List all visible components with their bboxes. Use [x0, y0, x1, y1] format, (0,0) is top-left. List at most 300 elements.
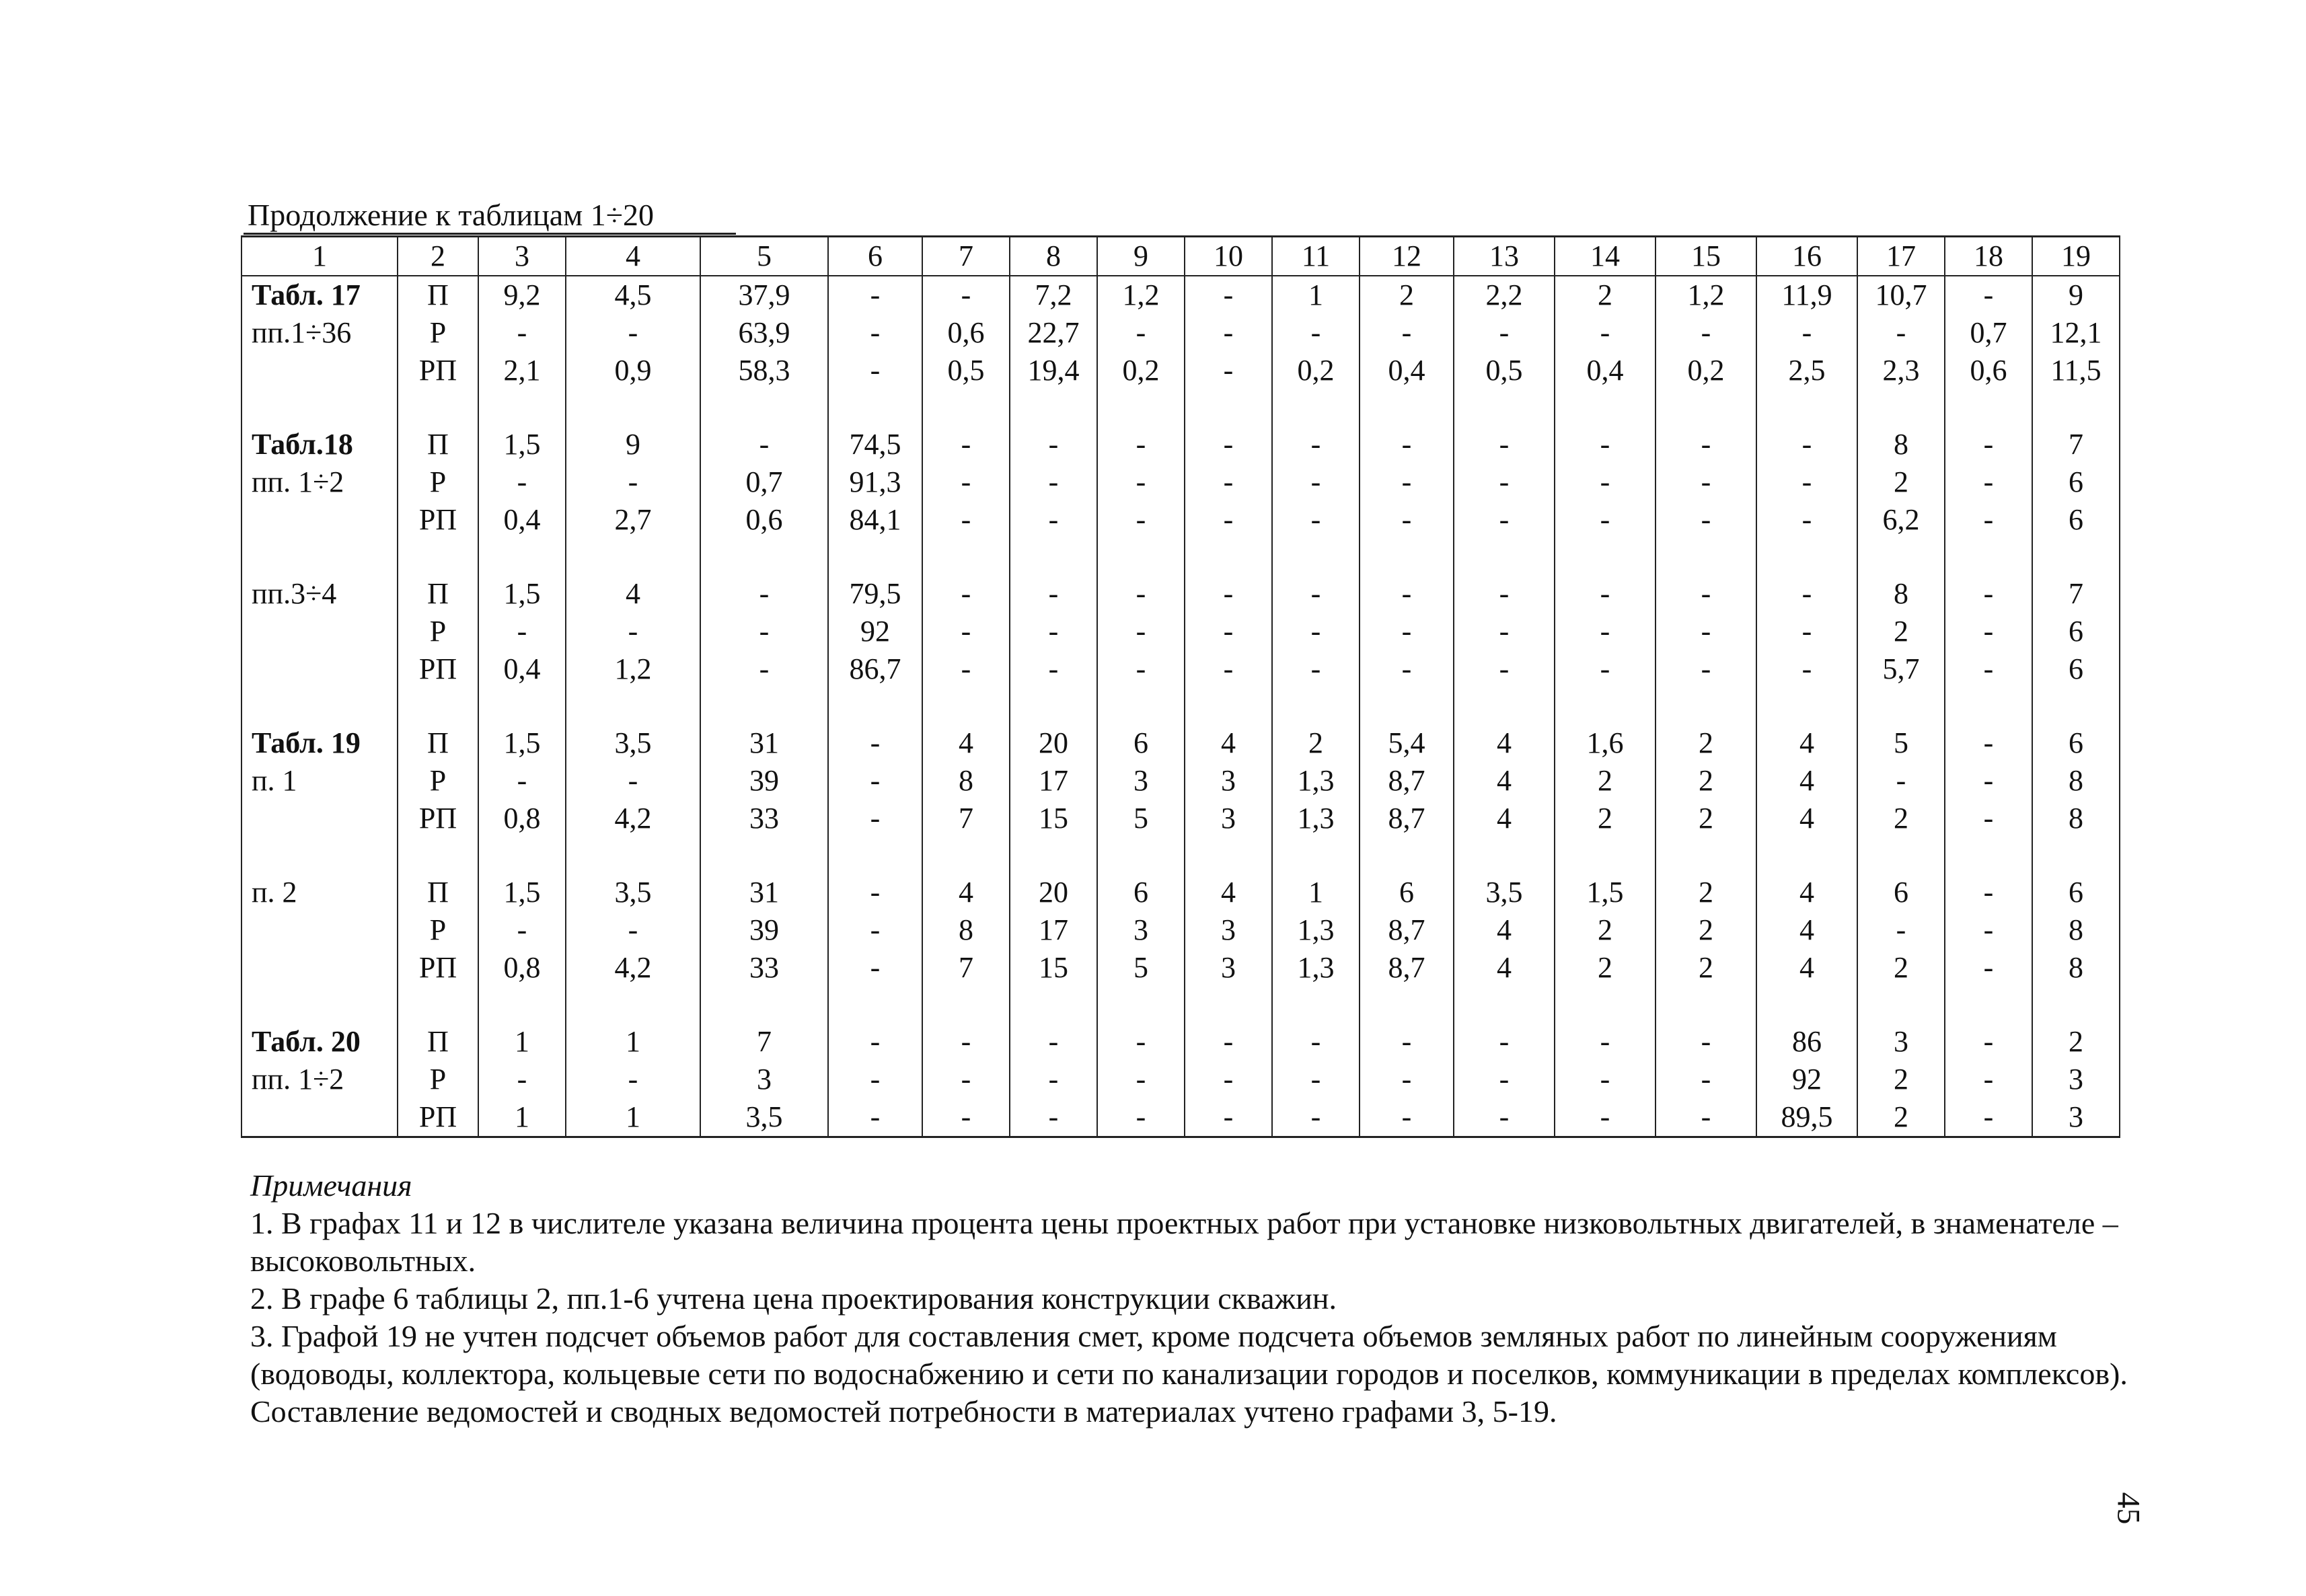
table-cell [1857, 837, 1945, 874]
table-cell [1272, 987, 1360, 1023]
table-cell: - [1945, 276, 2032, 314]
table-cell [1945, 539, 2032, 575]
table-cell: 1,3 [1272, 949, 1360, 987]
table-cell: - [1360, 1098, 1454, 1137]
table-cell [700, 539, 828, 575]
table-cell: - [1945, 911, 2032, 949]
table-cell [828, 539, 922, 575]
table-cell [1857, 688, 1945, 724]
row-label-cell: Табл. 19 [241, 724, 398, 762]
table-cell: 9 [2032, 276, 2120, 314]
table-cell: 8,7 [1360, 800, 1454, 837]
table-cell [1010, 539, 1097, 575]
table-cell: 3 [1185, 762, 1272, 800]
table-cell: - [922, 575, 1010, 613]
row-label-cell [241, 987, 398, 1023]
table-cell: 1,5 [478, 874, 566, 911]
table-cell: - [1097, 314, 1185, 352]
table-cell: П [398, 724, 478, 762]
table-cell [922, 539, 1010, 575]
table-cell: - [1945, 613, 2032, 650]
table-cell: - [1857, 314, 1945, 352]
row-label-cell [241, 949, 398, 987]
table-cell: - [1945, 463, 2032, 501]
table-cell: - [1945, 1098, 2032, 1137]
table-cell: - [1454, 1098, 1555, 1137]
table-cell [1756, 837, 1857, 874]
table-cell [1555, 688, 1656, 724]
column-header: 12 [1360, 237, 1454, 276]
table-cell: - [1756, 650, 1857, 688]
table-cell: 0,5 [1454, 352, 1555, 389]
table-cell: - [1360, 463, 1454, 501]
table-cell: 3 [2032, 1098, 2120, 1137]
table-cell: 1 [1272, 874, 1360, 911]
table-cell: П [398, 276, 478, 314]
table-cell [1185, 688, 1272, 724]
table-cell [566, 688, 700, 724]
table-cell: П [398, 1023, 478, 1061]
table-cell: - [1185, 276, 1272, 314]
table-cell: 86 [1756, 1023, 1857, 1061]
table-cell: 7 [922, 800, 1010, 837]
table-cell: - [1555, 1023, 1656, 1061]
table-cell: - [1555, 650, 1656, 688]
table-cell: П [398, 426, 478, 463]
table-cell: 17 [1010, 911, 1097, 949]
note-item-2: 2. В графе 6 таблицы 2, пп.1-6 учтена цена проектирования конструкции скважин. [250, 1281, 1337, 1316]
table-row [241, 762, 2120, 800]
table-cell: - [1360, 1023, 1454, 1061]
table-cell: 0,6 [700, 501, 828, 539]
table-cell: 4 [1756, 911, 1857, 949]
table-cell: - [922, 501, 1010, 539]
table-cell: - [922, 276, 1010, 314]
table-cell: - [1010, 426, 1097, 463]
table-row [241, 800, 2120, 837]
table-cell [1185, 837, 1272, 874]
column-header: 4 [566, 237, 700, 276]
table-cell: - [828, 874, 922, 911]
table-cell: 22,7 [1010, 314, 1097, 352]
table-cell [700, 987, 828, 1023]
table-cell [2032, 987, 2120, 1023]
table-cell: РП [398, 800, 478, 837]
table-cell: 8 [922, 911, 1010, 949]
table-cell: - [1360, 650, 1454, 688]
table-cell: - [1656, 1023, 1756, 1061]
table-row [241, 1098, 2120, 1137]
table-row [241, 837, 2120, 874]
table-row [241, 539, 2120, 575]
table-cell [1185, 539, 1272, 575]
table-cell [1857, 987, 1945, 1023]
table-cell: - [478, 613, 566, 650]
table-cell: 4 [1756, 724, 1857, 762]
table-cell: - [1010, 1098, 1097, 1137]
table-cell: 2 [1656, 800, 1756, 837]
table-cell: 39 [700, 911, 828, 949]
table-cell: 6 [2032, 501, 2120, 539]
table-cell: 5,4 [1360, 724, 1454, 762]
table-cell: 3 [700, 1061, 828, 1098]
table-cell: 0,4 [1555, 352, 1656, 389]
table-cell: - [1656, 650, 1756, 688]
table-cell: - [828, 276, 922, 314]
table-cell: - [1555, 613, 1656, 650]
table-cell [1454, 539, 1555, 575]
table-cell: - [1360, 426, 1454, 463]
table-cell: - [478, 314, 566, 352]
table-cell: 6 [2032, 874, 2120, 911]
table-cell: 19,4 [1010, 352, 1097, 389]
table-cell: 3,5 [566, 874, 700, 911]
table-cell: - [1945, 724, 2032, 762]
table-cell: 2 [1656, 874, 1756, 911]
table-cell: 8 [1857, 426, 1945, 463]
table-cell: - [828, 800, 922, 837]
column-header: 7 [922, 237, 1010, 276]
table-cell: - [1097, 426, 1185, 463]
table-cell: - [828, 724, 922, 762]
table-cell: - [478, 463, 566, 501]
table-cell: - [922, 1098, 1010, 1137]
table-cell [1010, 837, 1097, 874]
table-cell: 6 [1857, 874, 1945, 911]
table-cell [700, 389, 828, 426]
table-cell: 2,2 [1454, 276, 1555, 314]
table-cell: - [1945, 501, 2032, 539]
table-cell: 6 [2032, 613, 2120, 650]
caption-underline [244, 233, 736, 235]
table-cell: 0,2 [1272, 352, 1360, 389]
table-cell: 0,2 [1656, 352, 1756, 389]
table-cell: 1 [566, 1023, 700, 1061]
column-header: 2 [398, 237, 478, 276]
table-cell: - [1656, 1061, 1756, 1098]
table-cell [1756, 389, 1857, 426]
table-cell: 0,5 [922, 352, 1010, 389]
table-cell: 8,7 [1360, 911, 1454, 949]
table-row [241, 874, 2120, 911]
table-cell [1555, 389, 1656, 426]
table-cell: 31 [700, 724, 828, 762]
table-cell: 11,5 [2032, 352, 2120, 389]
table-cell [1360, 837, 1454, 874]
table-cell [478, 987, 566, 1023]
row-label-cell [241, 352, 398, 389]
table-cell: - [1555, 463, 1656, 501]
table-cell [478, 389, 566, 426]
table-cell: 0,4 [478, 501, 566, 539]
table-cell: 1 [478, 1023, 566, 1061]
table-cell [2032, 688, 2120, 724]
table-cell: 2 [2032, 1023, 2120, 1061]
table-cell: 8 [2032, 911, 2120, 949]
table-cell: 7,2 [1010, 276, 1097, 314]
table-cell: - [1656, 613, 1756, 650]
table-cell [1756, 987, 1857, 1023]
table-cell: - [700, 650, 828, 688]
table-cell [922, 389, 1010, 426]
table-cell: 2 [1656, 911, 1756, 949]
table-cell: 8 [1857, 575, 1945, 613]
table-cell: 2 [1272, 724, 1360, 762]
table-cell [1360, 688, 1454, 724]
table-cell: РП [398, 949, 478, 987]
table-cell [1097, 539, 1185, 575]
table-cell: - [1010, 1061, 1097, 1098]
table-cell [922, 688, 1010, 724]
row-label-cell [241, 613, 398, 650]
table-cell: - [1185, 501, 1272, 539]
table-cell [1555, 987, 1656, 1023]
table-cell: - [1555, 1061, 1656, 1098]
table-cell: 3,5 [1454, 874, 1555, 911]
table-cell: 39 [700, 762, 828, 800]
table-cell [1097, 389, 1185, 426]
table-cell: - [1945, 949, 2032, 987]
table-cell: 2 [1656, 762, 1756, 800]
table-cell [1360, 987, 1454, 1023]
table-cell [1656, 837, 1756, 874]
table-cell: - [1656, 426, 1756, 463]
table-cell: 2 [1656, 949, 1756, 987]
row-label-cell: пп.3÷4 [241, 575, 398, 613]
table-row [241, 1061, 2120, 1098]
table-cell [398, 688, 478, 724]
table-cell: 15 [1010, 949, 1097, 987]
table-cell: 74,5 [828, 426, 922, 463]
table-cell: - [566, 463, 700, 501]
table-row [241, 949, 2120, 987]
page-number: 45 [2110, 1492, 2147, 1525]
table-cell: - [1454, 650, 1555, 688]
table-row [241, 276, 2120, 314]
table-cell: 2 [1857, 949, 1945, 987]
table-cell: 1,3 [1272, 800, 1360, 837]
table-cell: 92 [828, 613, 922, 650]
table-cell: 2 [1555, 276, 1656, 314]
table-row [241, 724, 2120, 762]
table-cell [398, 837, 478, 874]
table-cell: - [1945, 650, 2032, 688]
table-cell: Р [398, 613, 478, 650]
table-cell: 2,7 [566, 501, 700, 539]
table-cell: 58,3 [700, 352, 828, 389]
table-cell [1656, 688, 1756, 724]
table-cell: 4 [1756, 800, 1857, 837]
table-cell: 0,7 [700, 463, 828, 501]
table-cell: 2,3 [1857, 352, 1945, 389]
table-cell: - [1185, 463, 1272, 501]
table-cell [1555, 837, 1656, 874]
table-cell: - [1360, 501, 1454, 539]
table-cell [828, 389, 922, 426]
table-cell [1756, 539, 1857, 575]
table-row [241, 352, 2120, 389]
table-cell: 6 [1360, 874, 1454, 911]
table-cell: 79,5 [828, 575, 922, 613]
table-cell: - [1857, 762, 1945, 800]
table-cell: 4 [566, 575, 700, 613]
table-cell [1555, 539, 1656, 575]
table-cell: - [922, 1023, 1010, 1061]
table-cell [1097, 837, 1185, 874]
table-cell: 5,7 [1857, 650, 1945, 688]
table-cell: - [1272, 650, 1360, 688]
column-header: 14 [1555, 237, 1656, 276]
table-cell: РП [398, 501, 478, 539]
table-cell: 9 [566, 426, 700, 463]
table-cell [1272, 837, 1360, 874]
table-cell [478, 688, 566, 724]
column-header: 11 [1272, 237, 1360, 276]
row-label-cell: Табл. 20 [241, 1023, 398, 1061]
table-cell: - [1656, 575, 1756, 613]
table-cell: Р [398, 1061, 478, 1098]
table-cell: - [1945, 426, 2032, 463]
table-row [241, 426, 2120, 463]
table-cell: 2 [1555, 762, 1656, 800]
table-cell [478, 539, 566, 575]
table-cell: - [1454, 314, 1555, 352]
table-cell: - [566, 762, 700, 800]
table-cell: - [1756, 575, 1857, 613]
notes-block [250, 1167, 2174, 1431]
table-cell: 8 [2032, 800, 2120, 837]
row-label-cell: Табл. 17 [241, 276, 398, 314]
row-label-cell [241, 800, 398, 837]
table-caption: Продолжение к таблицам 1÷20 [248, 198, 655, 232]
table-cell [1656, 987, 1756, 1023]
table-cell: 4,2 [566, 949, 700, 987]
table-cell: - [1756, 426, 1857, 463]
table-cell: - [1454, 463, 1555, 501]
table-cell: - [1756, 501, 1857, 539]
row-label-cell: пп.1÷36 [241, 314, 398, 352]
column-header: 5 [700, 237, 828, 276]
table-cell: 3,5 [700, 1098, 828, 1137]
table-cell [1010, 987, 1097, 1023]
table-cell: - [700, 613, 828, 650]
note-item-1: 1. В графах 11 и 12 в числителе указана величина процента цены проектных работ при установке низковольтных двигателей, в знаменателе – высоковольтных. [250, 1206, 2118, 1278]
table-cell [1945, 389, 2032, 426]
table-cell [1857, 539, 1945, 575]
row-label-cell: пп. 1÷2 [241, 1061, 398, 1098]
table-cell: - [1185, 575, 1272, 613]
table-cell: 0,7 [1945, 314, 2032, 352]
table-cell: Р [398, 463, 478, 501]
table-cell: - [828, 762, 922, 800]
table-cell: - [1555, 501, 1656, 539]
table-cell: 10,7 [1857, 276, 1945, 314]
table-cell: 2 [1857, 463, 1945, 501]
row-label-cell [241, 1098, 398, 1137]
table-cell: - [1272, 1023, 1360, 1061]
table-cell: - [1555, 1098, 1656, 1137]
table-cell: 8,7 [1360, 949, 1454, 987]
row-label-cell: п. 2 [241, 874, 398, 911]
table-cell: 2 [1656, 724, 1756, 762]
table-cell: 4 [1454, 724, 1555, 762]
table-cell: П [398, 874, 478, 911]
table-row [241, 911, 2120, 949]
table-cell: 8,7 [1360, 762, 1454, 800]
table-cell: - [1185, 1061, 1272, 1098]
table-cell: 5 [1097, 949, 1185, 987]
table-cell: - [700, 426, 828, 463]
table-cell [1454, 987, 1555, 1023]
table-cell: 2,5 [1756, 352, 1857, 389]
table-cell: 3 [1097, 762, 1185, 800]
table-cell: Р [398, 911, 478, 949]
table-cell [828, 987, 922, 1023]
table-cell [922, 837, 1010, 874]
table-cell: 2 [1857, 613, 1945, 650]
column-header: 8 [1010, 237, 1097, 276]
table-cell: - [922, 650, 1010, 688]
table-cell: - [1185, 613, 1272, 650]
table-row [241, 314, 2120, 352]
table-cell [1945, 837, 2032, 874]
table-cell: 4 [922, 874, 1010, 911]
table-cell: - [1360, 314, 1454, 352]
table-cell: - [1272, 426, 1360, 463]
table-cell: 1,3 [1272, 762, 1360, 800]
table-cell: 3 [1185, 911, 1272, 949]
table-cell: 9,2 [478, 276, 566, 314]
row-label-cell: п. 1 [241, 762, 398, 800]
table-cell [1360, 539, 1454, 575]
table-cell: - [1656, 1098, 1756, 1137]
table-cell: - [1454, 1061, 1555, 1098]
table-cell [1010, 389, 1097, 426]
table-cell: - [1185, 1023, 1272, 1061]
table-cell: 1 [566, 1098, 700, 1137]
column-header: 9 [1097, 237, 1185, 276]
table-cell: 84,1 [828, 501, 922, 539]
table-cell: - [1454, 426, 1555, 463]
row-label-cell [241, 501, 398, 539]
table-cell: 7 [922, 949, 1010, 987]
table-cell: - [1756, 314, 1857, 352]
table-cell: 3 [1857, 1023, 1945, 1061]
table-cell: - [1097, 650, 1185, 688]
table-cell: - [1454, 1023, 1555, 1061]
notes-title: Примечания [250, 1168, 412, 1203]
table-cell: - [1555, 426, 1656, 463]
table-cell [1185, 389, 1272, 426]
table-cell: 33 [700, 800, 828, 837]
column-header: 15 [1656, 237, 1756, 276]
table-cell [2032, 539, 2120, 575]
table-cell: - [1185, 1098, 1272, 1137]
table-cell: - [1945, 1023, 2032, 1061]
table-cell: - [1185, 314, 1272, 352]
table-cell: 92 [1756, 1061, 1857, 1098]
table-cell: 91,3 [828, 463, 922, 501]
table-cell [566, 389, 700, 426]
table-cell: - [1097, 501, 1185, 539]
table-cell [922, 987, 1010, 1023]
table-row [241, 613, 2120, 650]
table-cell: 15 [1010, 800, 1097, 837]
table-cell: 0,2 [1097, 352, 1185, 389]
table-row [241, 987, 2120, 1023]
table-cell: 0,6 [1945, 352, 2032, 389]
table-cell: - [566, 911, 700, 949]
